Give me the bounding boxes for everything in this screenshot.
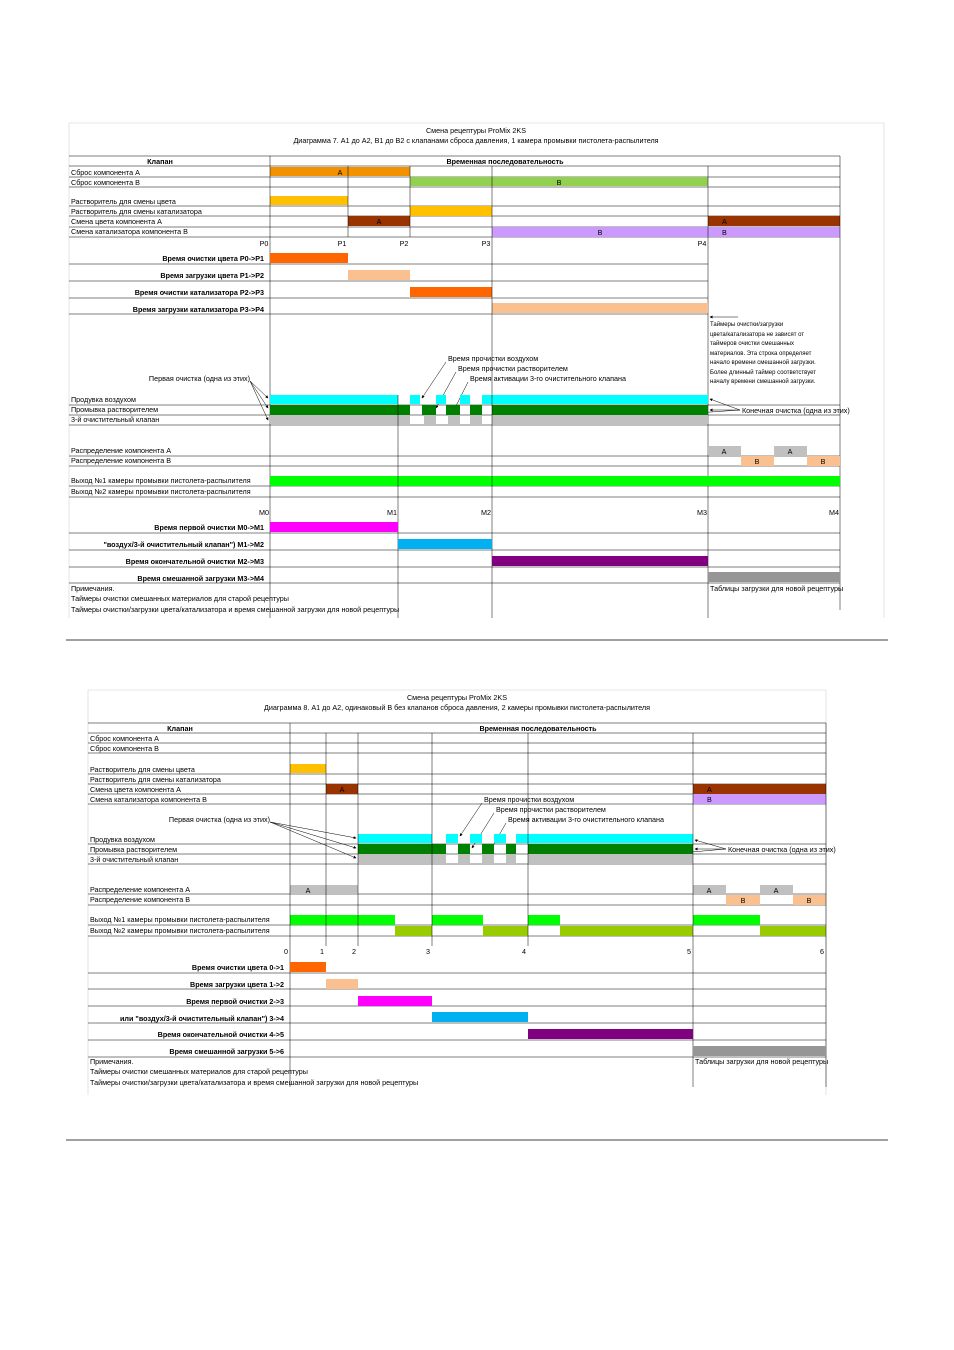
d8-bar-solvent-color bbox=[290, 764, 326, 773]
d8-bar-label: A bbox=[706, 886, 712, 895]
d7-bar-label: B bbox=[754, 457, 760, 466]
d7-tick: M2 bbox=[481, 508, 491, 517]
d8-row-label: Промывка растворителем bbox=[90, 845, 178, 854]
d8-timer-label: Время загрузки цвета 1->2 bbox=[190, 980, 284, 989]
d8-tick: 3 bbox=[426, 947, 430, 956]
d8-bar-disp-a bbox=[290, 885, 358, 894]
d8-ann-third: Время активации 3-го очистительного клапана bbox=[508, 815, 664, 824]
d8-col-time: Временная последовательность bbox=[479, 724, 597, 733]
d8-timer-label: Время первой очистки 2->3 bbox=[186, 997, 284, 1006]
d8-tables-new: Таблицы загрузки для новой рецептуры bbox=[695, 1057, 829, 1066]
d7-timer-bar bbox=[348, 270, 410, 280]
d8-bar-label: A bbox=[339, 785, 345, 794]
d7-timer-label: Время очистки катализатора P2->P3 bbox=[134, 288, 264, 297]
d7-timer-bar bbox=[410, 287, 492, 297]
d7-row-label: Сброс компонента B bbox=[71, 178, 140, 187]
d7-timer-bar bbox=[398, 539, 492, 549]
d7-bar-label: A bbox=[721, 447, 727, 456]
d7-row-label: Растворитель для смены катализатора bbox=[71, 207, 202, 216]
d7-bar-cat-b2 bbox=[708, 227, 840, 237]
d7-bar-color-a2 bbox=[708, 216, 840, 226]
d7-tick: M1 bbox=[387, 508, 397, 517]
d7-bar-label: A bbox=[376, 217, 382, 226]
d8-timer-bar bbox=[358, 996, 432, 1006]
d8-timer-bar bbox=[693, 1046, 826, 1056]
d7-timer-label: Время окончательной очистки M2->M3 bbox=[125, 557, 264, 566]
d8-row-label: Распределение компонента B bbox=[90, 895, 190, 904]
d7-note-line: Примечания. bbox=[71, 584, 115, 593]
d8-col-valve: Клапан bbox=[167, 724, 193, 733]
d8-bar-label: A bbox=[707, 785, 712, 794]
d8-title: Смена рецептуры ProMix 2KS bbox=[406, 693, 508, 702]
d8-ann-first: Первая очистка (одна из этих) bbox=[168, 815, 270, 824]
d8-row-label: Сброс компонента A bbox=[90, 734, 159, 743]
d7-row-label: Распределение компонента A bbox=[71, 446, 171, 455]
d7-note: Таймеры очистки/загрузки bbox=[710, 322, 784, 328]
d7-timer-label: Время загрузки цвета P1->P2 bbox=[160, 271, 264, 280]
d7-bar-label: B bbox=[556, 178, 562, 187]
d8-note-line: Таймеры очистки смешанных материалов для старой рецептуры bbox=[90, 1067, 308, 1076]
d7-tick: M3 bbox=[697, 508, 707, 517]
d7-note: Более длинный таймер соответствует bbox=[710, 370, 817, 376]
d7-row-label: Сброс компонента A bbox=[71, 168, 140, 177]
d8-ann-air: Время прочистки воздухом bbox=[484, 795, 575, 804]
d7-ann-solvent: Время прочистки растворителем bbox=[458, 364, 568, 373]
d8-timer-bar bbox=[326, 979, 358, 989]
d7-bar-label: A bbox=[337, 168, 343, 177]
d7-note: цвета/катализатора не зависят от bbox=[710, 332, 805, 338]
d8-bar-label: A bbox=[305, 886, 311, 895]
d7-timer-label: "воздух/3-й очистительный клапан") M1->M2 bbox=[103, 540, 264, 549]
d7-bar-solvent-color bbox=[270, 196, 348, 205]
d7-timer-bar bbox=[492, 303, 708, 313]
diagram-8 bbox=[88, 690, 836, 1095]
d7-note: материалов. Эта строка определяет bbox=[710, 351, 812, 357]
d7-timer-label: Время первой очистки M0->M1 bbox=[154, 523, 264, 532]
d8-tick: 4 bbox=[522, 947, 526, 956]
d7-row-label: Промывка растворителем bbox=[71, 405, 159, 414]
d8-timer-bar bbox=[290, 962, 326, 972]
d7-row-label: 3-й очистительный клапан bbox=[71, 415, 160, 424]
d7-timer-label: Время очистки цвета P0->P1 bbox=[162, 254, 264, 263]
d8-row-label: Растворитель для смены катализатора bbox=[90, 775, 221, 784]
d7-row-label: Растворитель для смены цвета bbox=[71, 197, 176, 206]
d7-note: началу времени смешанной загрузки. bbox=[710, 379, 816, 385]
d7-timer-label: Время смешанной загрузки M3->M4 bbox=[137, 574, 264, 583]
d8-row-label: Выход №2 камеры промывки пистолета-распылителя bbox=[90, 926, 270, 935]
d7-note: таймеров очистки смешанных bbox=[710, 341, 794, 347]
d8-row-label: Продувка воздухом bbox=[90, 835, 155, 844]
d7-tick: P1 bbox=[337, 239, 347, 248]
d8-row-label: 3-й очистительный клапан bbox=[90, 855, 179, 864]
d8-timer-label: Время смешанной загрузки 5->6 bbox=[169, 1047, 284, 1056]
d7-tick: P3 bbox=[481, 239, 491, 248]
d7-note: начало времени смешанной загрузки. bbox=[710, 360, 816, 366]
d8-ann-solvent: Время прочистки растворителем bbox=[496, 805, 606, 814]
d7-tick: P0 bbox=[259, 239, 269, 248]
d7-timer-bar bbox=[492, 556, 708, 566]
d7-tick: M4 bbox=[829, 508, 839, 517]
diagram-7 bbox=[69, 123, 884, 618]
d7-col-valve: Клапан bbox=[147, 157, 173, 166]
d7-title: Смена рецептуры ProMix 2KS bbox=[425, 126, 527, 135]
d8-ann-final: Конечная очистка (одна из этих) bbox=[728, 845, 836, 854]
d8-row-label: Выход №1 камеры промывки пистолета-распылителя bbox=[90, 915, 270, 924]
d8-timer-label: Время очистки цвета 0->1 bbox=[191, 963, 284, 972]
d8-bar-label: A bbox=[773, 886, 779, 895]
d7-bar-label: A bbox=[787, 447, 793, 456]
d8-subtitle: Диаграмма 8. A1 до A2, одинаковый B без клапанов сброса давления, 2 камеры промывки пистолета-распылителя bbox=[264, 703, 650, 712]
d7-note-line: Таймеры очистки смешанных материалов для старой рецептуры bbox=[71, 594, 289, 603]
d8-timer-label: или "воздух/3-й очистительный клапан") 3->4 bbox=[120, 1014, 284, 1023]
d7-row-label: Смена цвета компонента A bbox=[71, 217, 162, 226]
d7-col-time: Временная последовательность bbox=[446, 157, 564, 166]
d7-bar-label: B bbox=[722, 228, 727, 237]
d8-timer-bar bbox=[432, 1012, 528, 1022]
d8-bar-label: B bbox=[707, 795, 712, 804]
d8-timer-bar bbox=[528, 1029, 693, 1039]
d8-tick: 5 bbox=[687, 947, 691, 956]
d7-bar-label: B bbox=[597, 228, 603, 237]
d7-row-label: Выход №1 камеры промывки пистолета-распылителя bbox=[71, 476, 251, 485]
d7-ann-third: Время активации 3-го очистительного клапана bbox=[470, 374, 626, 383]
d7-subtitle: Диаграмма 7. A1 до A2, B1 до B2 с клапанами сброса давления, 1 камера промывки пистолета-распылителя bbox=[293, 136, 659, 145]
d8-bar-color-a2 bbox=[693, 784, 826, 794]
d8-row-label: Сброс компонента B bbox=[90, 744, 159, 753]
d8-timer-label: Время окончательной очистки 4->5 bbox=[157, 1030, 284, 1039]
d7-bar-solvent-cat bbox=[410, 206, 492, 216]
d8-row-label: Смена катализатора компонента B bbox=[90, 795, 207, 804]
d7-tables-new: Таблицы загрузки для новой рецептуры bbox=[710, 584, 844, 593]
d7-tick: P4 bbox=[697, 239, 707, 248]
d8-bar-cat-b bbox=[693, 794, 826, 804]
d8-tick: 2 bbox=[352, 947, 356, 956]
d8-row-label: Смена цвета компонента A bbox=[90, 785, 181, 794]
d7-bar-label: A bbox=[722, 217, 727, 226]
d8-note-line: Примечания. bbox=[90, 1057, 134, 1066]
d7-bar-label: B bbox=[820, 457, 826, 466]
d8-row-label: Распределение компонента A bbox=[90, 885, 190, 894]
d7-row-label: Распределение компонента B bbox=[71, 456, 171, 465]
d8-tick: 6 bbox=[820, 947, 824, 956]
d7-tick: P2 bbox=[399, 239, 409, 248]
d7-timer-bar bbox=[270, 253, 348, 263]
d7-tick: M0 bbox=[259, 508, 269, 517]
d8-bar-label: B bbox=[806, 896, 812, 905]
d7-timer-bar bbox=[270, 522, 398, 532]
d8-tick: 0 bbox=[284, 947, 288, 956]
d8-note-line: Таймеры очистки/загрузки цвета/катализатора и время смешанной загрузки для новой рецептуры bbox=[90, 1078, 419, 1087]
d7-row-label: Выход №2 камеры промывки пистолета-распылителя bbox=[71, 487, 251, 496]
d7-bar-gun1 bbox=[270, 476, 840, 486]
d7-timer-bar bbox=[708, 572, 840, 582]
d7-note-line: Таймеры очистки/загрузки цвета/катализатора и время смешанной загрузки для новой рецептуры bbox=[71, 605, 400, 614]
d8-row-label: Растворитель для смены цвета bbox=[90, 765, 195, 774]
d7-ann-air: Время прочистки воздухом bbox=[448, 354, 539, 363]
d7-row-label: Смена катализатора компонента B bbox=[71, 227, 188, 236]
d8-bar-label: B bbox=[740, 896, 746, 905]
d8-tick: 1 bbox=[320, 947, 324, 956]
d7-row-label: Продувка воздухом bbox=[71, 395, 136, 404]
d7-timer-label: Время загрузки катализатора P3->P4 bbox=[132, 305, 264, 314]
d7-ann-first: Первая очистка (одна из этих) bbox=[148, 374, 250, 383]
d7-ann-final: Конечная очистка (одна из этих) bbox=[742, 406, 850, 415]
